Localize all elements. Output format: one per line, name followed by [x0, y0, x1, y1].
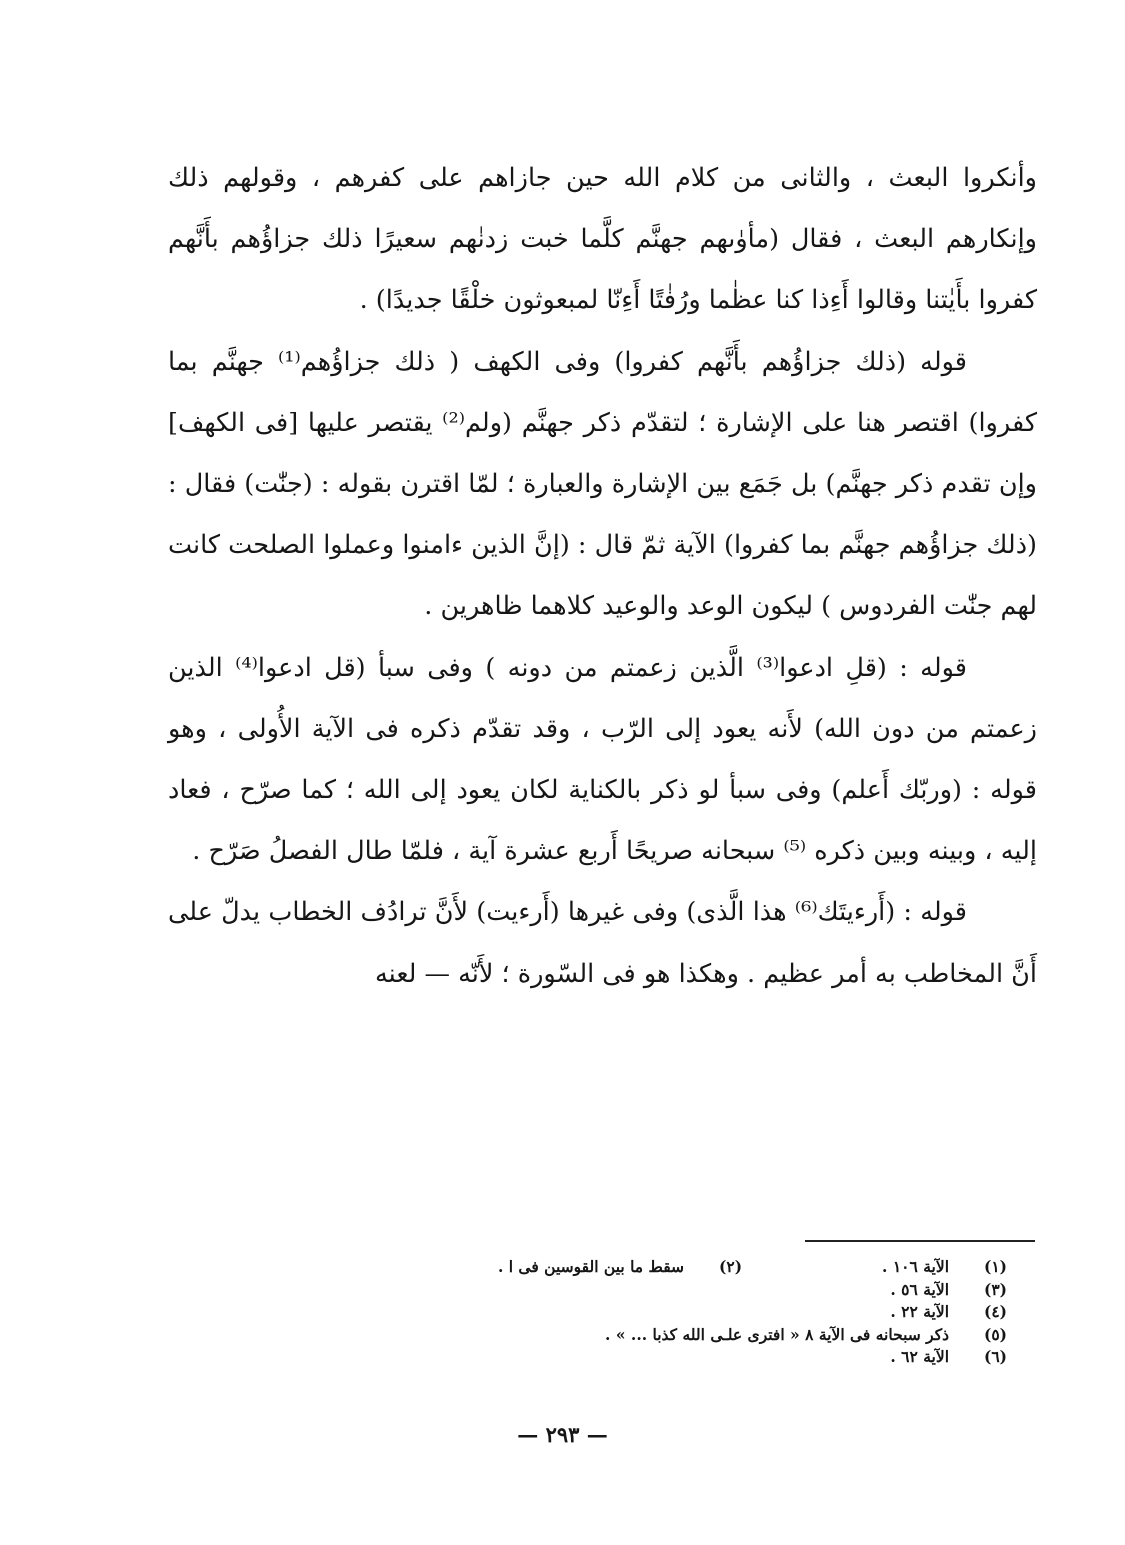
footnote-text: الآية ١٠٦ .	[882, 1257, 949, 1276]
footnote-3	[247, 1279, 1007, 1302]
footnote-number: (٦)	[983, 1347, 1007, 1366]
footnote-text: ذكر سبحانه فى الآية ٨ « افترى علـى الله كذبا ... » .	[605, 1324, 949, 1344]
footnote-number: (٤)	[983, 1302, 1007, 1321]
footnote-number: (٣)	[983, 1279, 1007, 1299]
paragraph-3: قوله : (قلِ ادعوا⁽³⁾ الَّذين زعمتم من دونه ) وفى سبأ (قل ادعوا⁽⁴⁾ الذين زعمتم من دون الله) لأَنه يعود إلى الرّب ، وقد تقدّم ذكره فى الآية الأُولى ، وهو قوله : (وربّك أَعلم) وفى سبأ لو ذكر بالكناية لكان يعود إلى الله ؛ كما صرّح ، فعاد إليه ، وبينه وبين ذكره ⁽⁵⁾ سبحانه صريحًا أَربع عشرة آية ، فلمّا طال الفصلُ صَرّح .	[168, 652, 1037, 867]
page-number: — ٢٩٣ —	[517, 1422, 608, 1447]
footnote-number: (٥)	[983, 1324, 1007, 1344]
footnotes	[247, 1256, 1007, 1369]
paragraph-1: وأنكروا البعث ، والثانى من كلام الله حين جازاهم على كفرهم ، وقولهم ذلك وإنكارهم البعث ، فقال (مأوٰىهم جهنَّم كلَّما خبت زدنٰهم سعيرًا ذلك جزاؤُهم بأَنَّهم كفروا بأَيٰتنا وقالوا أَءِذا كنا عظٰما ورُفٰتًا أَءِنّا لمبعوثون خلْقًا جديدًا) .	[168, 163, 1037, 316]
footnote-5	[247, 1324, 1007, 1347]
paragraph-4: قوله : (أَرءيتَك⁽⁶⁾ هذا الَّذى) وفى غيرها (أَرءيت) لأَنَّ ترادُف الخطاب يدلّ على أَنَّ المخاطب به أمر عظيم . وهكذا هو فى السّورة ؛ لأَنّه — لعنه	[168, 897, 1037, 989]
footnote-6	[247, 1346, 1007, 1369]
footnote-divider	[805, 1240, 1035, 1242]
footnote-2	[498, 1256, 742, 1279]
footnote-1	[882, 1256, 1007, 1279]
footnote-number: (١)	[983, 1257, 1007, 1276]
footnote-text: الآية ٥٦ .	[890, 1279, 949, 1299]
footnote-text: الآية ٦٢ .	[890, 1347, 949, 1366]
footnote-row-1	[247, 1256, 1007, 1279]
footnote-text: الآية ٢٢ .	[890, 1302, 949, 1321]
main-text	[168, 148, 1037, 1005]
footnote-number: (٢)	[719, 1257, 743, 1276]
footnote-4	[247, 1301, 1007, 1324]
footnote-text: سقط ما بين القوسين فى ا .	[497, 1257, 685, 1276]
paragraph-2: قوله (ذلك جزاؤُهم بأَنَّهم كفروا) وفى الكهف ( ذلك جزاؤُهم⁽¹⁾ جهنَّم بما كفروا) اقتصر هنا على الإشارة ؛ لتقدّم ذكر جهنَّم (ولم⁽²⁾ يقتصر عليها [فى الكهف] وإن تقدم ذكر جهنَّم) بل جَمَع بين الإشارة والعبارة ؛ لمّا اقترن بقوله : (جنّٰت) فقال : (ذلك جزاؤُهم جهنَّم بما كفروا) الآية ثمّ قال : (إنَّ الذين ءامنوا وعملوا الصلحت كانت لهم جنّٰت الفردوس ) ليكون الوعد والوعيد كلاهما ظاهرين .	[168, 346, 1037, 622]
